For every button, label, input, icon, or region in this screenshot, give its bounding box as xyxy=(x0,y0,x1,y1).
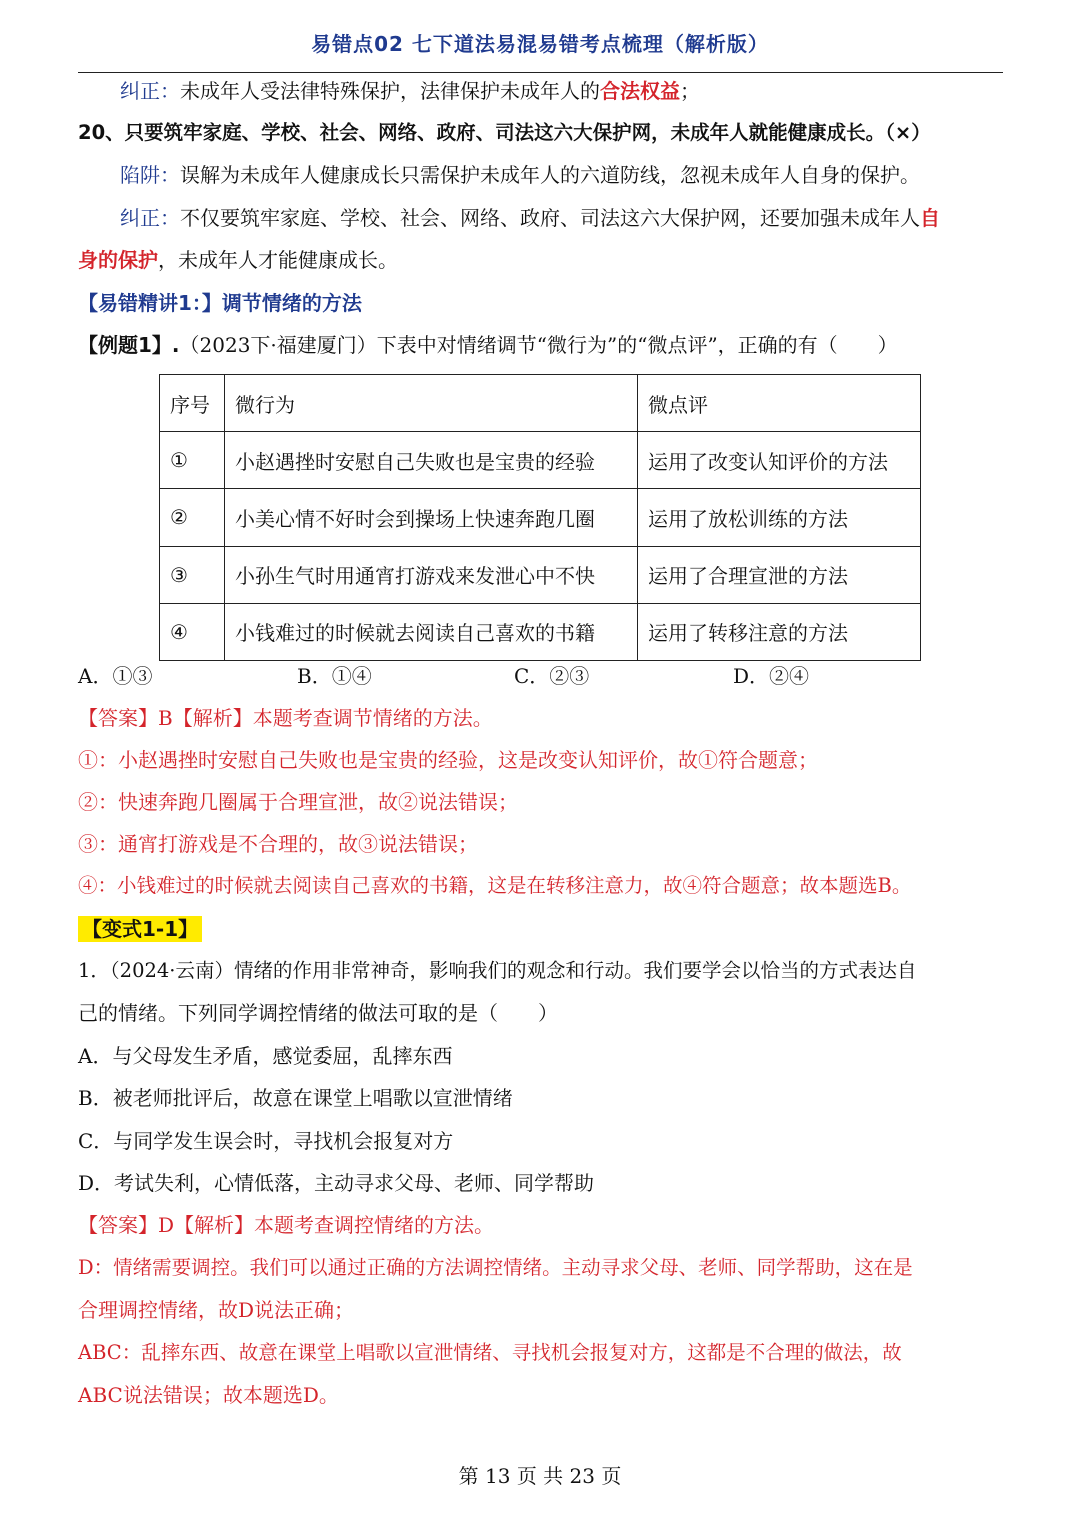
page-header-title: 易错点02 七下道法易混易错考点梳理（解析版） xyxy=(311,32,769,56)
table-header-cell: 微行为 xyxy=(225,375,638,432)
table-row xyxy=(160,546,921,603)
variant-question-line-1: 1．（2024·云南）情绪的作用非常神奇，影响我们的观念和行动。我们要学会以恰当的方式表达自 xyxy=(78,959,917,982)
example-label: 【例题1】. xyxy=(78,333,180,357)
section-title: 【易错精讲1：】调节情绪的方法 xyxy=(78,291,362,315)
option-b: B．①④ xyxy=(297,664,372,688)
table-header-cell: 序号 xyxy=(160,375,225,432)
example1-table xyxy=(159,374,921,661)
example1-question-line xyxy=(78,330,1003,360)
variant-option-d: D．考试失利，心情低落，主动寻求父母、老师、同学帮助 xyxy=(78,1171,595,1195)
table-cell: 运用了放松训练的方法 xyxy=(638,489,921,546)
fix-text: 不仅要筑牢家庭、学校、社会、网络、政府、司法这六大保护网，还要加强未成年人 xyxy=(180,206,920,230)
analysis-line: ①：小赵遇挫时安慰自己失败也是宝贵的经验，这是改变认知评价，故①符合题意； xyxy=(78,748,818,772)
table-cell: ③ xyxy=(160,546,225,603)
variant-question-line-2: 己的情绪。下列同学调控情绪的做法可取的是（ ） xyxy=(78,1001,558,1025)
analysis-line: ②：快速奔跑几圈属于合理宣泄，故②说法错误； xyxy=(78,790,518,814)
table-cell: 小美心情不好时会到操场上快速奔跑几圈 xyxy=(225,489,638,546)
fix-emphasis: 合法权益 xyxy=(600,79,680,103)
header-rule xyxy=(78,72,1003,73)
table-row xyxy=(160,603,921,660)
fix-emphasis: 自 xyxy=(920,206,940,230)
variant-tag-line xyxy=(78,914,1003,944)
analysis-line: ③：通宵打游戏是不合理的，故③说法错误； xyxy=(78,832,478,856)
fix-label: 纠正： xyxy=(120,206,180,230)
fix-text: 未成年人受法律特殊保护，法律保护未成年人的 xyxy=(180,79,600,103)
analysis-line: ④：小钱难过的时候就去阅读自己喜欢的书籍，这是在转移注意力，故④符合题意；故本题选B。 xyxy=(78,874,912,897)
table-cell: ④ xyxy=(160,603,225,660)
trap-text: 误解为未成年人健康成长只需保护未成年人的六道防线，忽视未成年人自身的保护。 xyxy=(180,163,920,187)
variant-option-c: C．与同学发生误会时，寻找机会报复对方 xyxy=(78,1129,454,1153)
item20-statement: 20、只要筑牢家庭、学校、社会、网络、政府、司法这六大保护网，未成年人就能健康成长。（×） xyxy=(78,121,931,144)
analysis-line: 合理调控情绪，故D说法正确； xyxy=(78,1298,355,1322)
item20-fix-line-2 xyxy=(78,245,1003,275)
table-cell: ② xyxy=(160,489,225,546)
option-a: A．①③ xyxy=(78,664,153,688)
table-header-cell: 微点评 xyxy=(638,375,921,432)
page-number: 第 13 页 共 23 页 xyxy=(458,1464,622,1488)
table-cell: 小钱难过的时候就去阅读自己喜欢的书籍 xyxy=(225,603,638,660)
fix-tail: ； xyxy=(680,79,700,103)
fix-tail: ，未成年人才能健康成长。 xyxy=(158,248,398,272)
table-cell: 运用了转移注意的方法 xyxy=(638,603,921,660)
variant-answer: 【答案】D【解析】本题考查调控情绪的方法。 xyxy=(78,1213,495,1237)
analysis-line: D：情绪需要调控。我们可以通过正确的方法调控情绪。主动寻求父母、老师、同学帮助，这在是 xyxy=(78,1256,913,1279)
trap-label: 陷阱： xyxy=(120,163,180,187)
table-row xyxy=(160,432,921,489)
table-cell: ① xyxy=(160,432,225,489)
item19-fix-line xyxy=(120,76,1003,106)
table-header-row xyxy=(160,375,921,432)
analysis-line: ABC说法错误；故本题选D。 xyxy=(78,1383,339,1407)
table-cell: 小赵遇挫时安慰自己失败也是宝贵的经验 xyxy=(225,432,638,489)
example1-answer: 【答案】B【解析】本题考查调节情绪的方法。 xyxy=(78,706,493,730)
variant-option-a: A．与父母发生矛盾，感觉委屈，乱摔东西 xyxy=(78,1044,453,1068)
analysis-line: ABC：乱摔东西、故意在课堂上唱歌以宣泄情绪、寻找机会报复对方，这都是不合理的做法，故 xyxy=(78,1341,902,1364)
fix-emphasis: 身的保护 xyxy=(78,248,158,272)
option-c: C．②③ xyxy=(514,664,590,688)
example-question: （2023下·福建厦门）下表中对情绪调节“微行为”的“微点评”，正确的有（ ） xyxy=(179,333,898,357)
table-row xyxy=(160,489,921,546)
table-cell: 运用了改变认知评价的方法 xyxy=(638,432,921,489)
fix-label: 纠正： xyxy=(120,79,180,103)
table-cell: 运用了合理宣泄的方法 xyxy=(638,546,921,603)
variant-option-b: B．被老师批评后，故意在课堂上唱歌以宣泄情绪 xyxy=(78,1086,513,1110)
option-d: D．②④ xyxy=(733,664,810,688)
item20-fix-line xyxy=(120,203,1003,233)
table-cell: 小孙生气时用通宵打游戏来发泄心中不快 xyxy=(225,546,638,603)
variant-tag: 【变式1-1】 xyxy=(78,916,202,942)
item20-trap-line xyxy=(120,160,1003,190)
